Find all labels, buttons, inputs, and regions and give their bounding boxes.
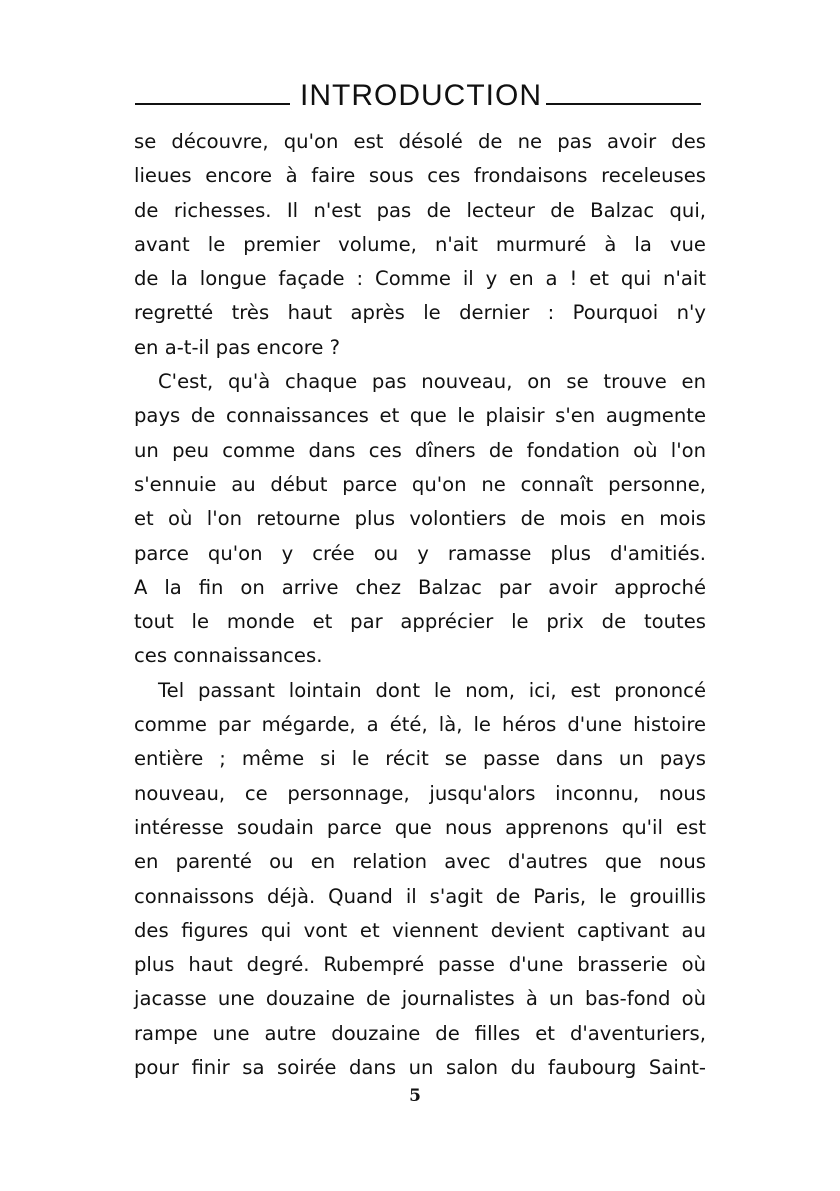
text-line: rampe une autre douzaine de filles et d'aventuriers, [134, 1021, 706, 1045]
text-line: pays de connaissances et que le plaisir s'en augmente [134, 404, 706, 428]
text-line: de la longue façade : Comme il y en a ! et qui n'ait [134, 267, 706, 291]
text-line: se découvre, qu'on est désolé de ne pas avoir des [134, 130, 706, 153]
text-line: de richesses. Il n'est pas de lecteur de Balzac qui, [134, 198, 706, 222]
text-line: lieues encore à faire sous ces frondaisons receleuses [134, 164, 706, 188]
body-text [134, 125, 706, 1085]
text-line: s'ennuie au début parce qu'on ne connaît personne, [134, 472, 706, 496]
running-head [135, 76, 701, 116]
text-line: ces connaissances. [134, 644, 323, 668]
text-line: parce qu'on y crée ou y ramasse plus d'amitiés. [134, 541, 706, 565]
text-line: nouveau, ce personnage, jusqu'alors inconnu, nous [134, 781, 706, 805]
text-line: comme par mégarde, a été, là, le héros d'une histoire [134, 713, 706, 737]
text-line: tout le monde et par apprécier le prix de toutes [134, 610, 706, 634]
text-line: des figures qui vont et viennent devient captivant au [134, 918, 706, 942]
text-line: avant le premier volume, n'ait murmuré à la vue [134, 232, 706, 256]
text-line: en parenté ou en relation avec d'autres que nous [134, 850, 706, 874]
text-line: plus haut degré. Rubempré passe d'une brasserie où [134, 953, 706, 977]
text-line: pour finir sa soirée dans un salon du faubourg Saint- [134, 1056, 706, 1080]
header-rule-right [546, 103, 701, 105]
text-line: intéresse soudain parce que nous apprenons qu'il est [134, 815, 706, 839]
text-line: Tel passant lointain dont le nom, ici, est prononcé [158, 678, 706, 702]
text-line: connaissons déjà. Quand il s'agit de Paris, le grouillis [134, 884, 706, 908]
text-line: regretté très haut après le dernier : Pourquoi n'y [134, 301, 706, 325]
page-number: 5 [409, 1086, 421, 1106]
text-line: en a-t-il pas encore ? [134, 335, 341, 359]
text-line: jacasse une douzaine de journalistes à un bas-fond où [134, 987, 706, 1011]
text-line: et où l'on retourne plus volontiers de mois en mois [134, 507, 706, 531]
text-line: C'est, qu'à chaque pas nouveau, on se trouve en [158, 370, 706, 394]
header-rule-left [135, 103, 290, 105]
text-line: entière ; même si le récit se passe dans un pays [134, 747, 706, 771]
text-line: A la fin on arrive chez Balzac par avoir approché [134, 575, 706, 599]
text-line: un peu comme dans ces dîners de fondation où l'on [134, 438, 706, 462]
page-title: INTRODUCTION [300, 79, 542, 112]
